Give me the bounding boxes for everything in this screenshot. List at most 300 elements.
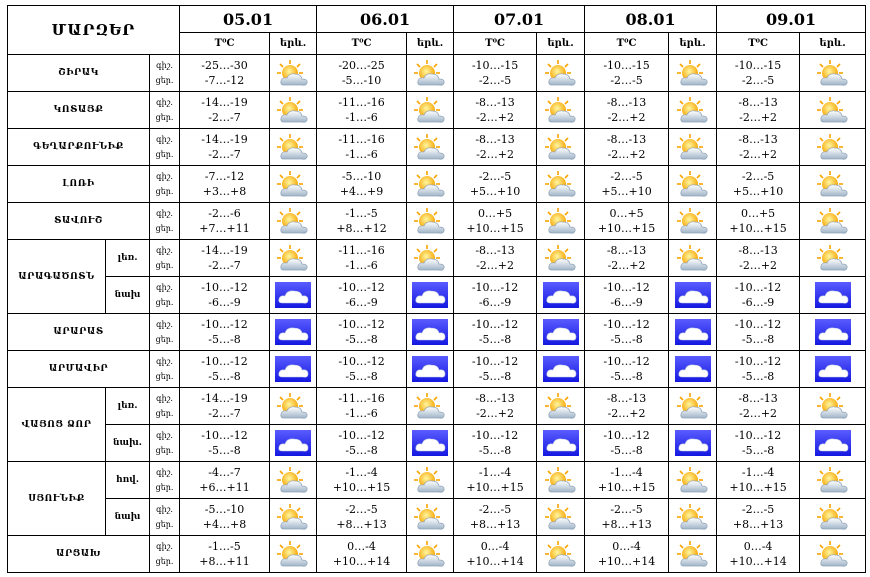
temperature-cell bbox=[585, 425, 669, 462]
partly-cloudy-icon bbox=[537, 392, 584, 420]
night-temp: -10…-12 bbox=[603, 429, 650, 442]
day-temp: +10…+14 bbox=[332, 555, 391, 568]
day-temp: +10…+15 bbox=[597, 222, 656, 235]
date-header: 08.01 bbox=[585, 6, 717, 33]
temperature-cell bbox=[585, 240, 669, 277]
partly-cloudy-icon bbox=[270, 170, 316, 198]
region-row bbox=[8, 314, 866, 351]
partly-cloudy-icon bbox=[407, 540, 453, 568]
night-temp: -8…-13 bbox=[606, 392, 647, 405]
day-temp: +10…+15 bbox=[597, 481, 656, 494]
night-temp: -8…-13 bbox=[606, 244, 647, 257]
sky-cell bbox=[270, 499, 317, 536]
partly-cloudy-icon bbox=[800, 133, 865, 161]
subregion-name: նախ bbox=[106, 499, 150, 536]
day-label: ցեր. bbox=[155, 150, 174, 159]
cloudy-icon bbox=[270, 430, 316, 456]
temperature-cell bbox=[180, 499, 270, 536]
temperature-cell bbox=[180, 166, 270, 203]
sky-cell bbox=[407, 203, 454, 240]
day-temp: -2…-7 bbox=[208, 407, 241, 420]
partly-cloudy-icon bbox=[537, 133, 584, 161]
day-temp: -2…-7 bbox=[208, 111, 241, 124]
night-temp: -2…-5 bbox=[345, 503, 378, 516]
day-temp: -2…+2 bbox=[739, 259, 778, 272]
partly-cloudy-icon bbox=[669, 466, 716, 494]
temperature-cell bbox=[180, 314, 270, 351]
temperature-cell bbox=[454, 425, 537, 462]
sky-cell bbox=[669, 92, 717, 129]
day-temp: -5…-8 bbox=[478, 333, 512, 346]
day-temp: -2…+2 bbox=[607, 111, 646, 124]
day-temp: +4…+9 bbox=[339, 185, 384, 198]
sky-cell bbox=[407, 314, 454, 351]
night-label: գիշ. bbox=[156, 246, 173, 255]
night-label: գիշ. bbox=[156, 468, 173, 477]
region-row bbox=[8, 92, 866, 129]
sky-cell bbox=[800, 166, 866, 203]
night-temp: -14…-19 bbox=[201, 96, 248, 109]
region-row bbox=[8, 203, 866, 240]
sky-cell bbox=[537, 425, 585, 462]
temperature-cell bbox=[585, 314, 669, 351]
cloudy-icon bbox=[270, 282, 316, 308]
temperature-cell bbox=[317, 425, 407, 462]
day-temp: +3…+8 bbox=[202, 185, 247, 198]
day-temp: +5…+10 bbox=[601, 185, 652, 198]
partly-cloudy-icon bbox=[669, 207, 716, 235]
temperature-cell bbox=[585, 536, 669, 573]
night-temp: -10…-12 bbox=[734, 429, 782, 442]
day-temp: +4…+8 bbox=[202, 518, 247, 531]
day-temp: +6…+11 bbox=[199, 481, 250, 494]
sky-cell bbox=[537, 536, 585, 573]
sky-cell bbox=[669, 425, 717, 462]
partly-cloudy-icon bbox=[270, 503, 316, 531]
day-label: ցեր. bbox=[155, 446, 174, 455]
region-name: ԱՐՑԱԽ bbox=[8, 536, 150, 573]
sky-cell bbox=[407, 425, 454, 462]
partly-cloudy-icon bbox=[669, 96, 716, 124]
night-temp: -14…-19 bbox=[201, 392, 248, 405]
region-name: ՎԱՅՈՑ ՁՈՐ bbox=[8, 388, 106, 462]
night-temp: -10…-12 bbox=[603, 355, 650, 368]
sky-cell bbox=[407, 55, 454, 92]
night-temp: -10…-12 bbox=[471, 355, 519, 368]
sky-cell bbox=[537, 55, 585, 92]
day-temp: -2…+2 bbox=[476, 407, 515, 420]
sky-cell bbox=[407, 240, 454, 277]
partly-cloudy-icon bbox=[537, 170, 584, 198]
sky-cell bbox=[270, 203, 317, 240]
night-temp: 0…+5 bbox=[740, 207, 776, 220]
partly-cloudy-icon bbox=[270, 59, 316, 87]
temperature-cell bbox=[180, 55, 270, 92]
partly-cloudy-icon bbox=[800, 96, 865, 124]
cloudy-icon bbox=[669, 282, 716, 308]
night-temp: 0…+5 bbox=[609, 207, 644, 220]
temperature-cell bbox=[454, 92, 537, 129]
night-temp: -2…-5 bbox=[741, 170, 775, 183]
sky-cell bbox=[800, 425, 866, 462]
temperature-cell bbox=[317, 166, 407, 203]
temperature-cell bbox=[317, 314, 407, 351]
cloudy-icon bbox=[800, 319, 865, 345]
night-temp: -2…-5 bbox=[610, 503, 643, 516]
sky-cell bbox=[669, 499, 717, 536]
temperature-cell bbox=[717, 55, 800, 92]
day-temp: -5…-8 bbox=[208, 370, 241, 383]
sky-cell bbox=[407, 499, 454, 536]
temperature-cell bbox=[180, 92, 270, 129]
day-temp: -6…-9 bbox=[741, 296, 775, 309]
partly-cloudy-icon bbox=[800, 392, 865, 420]
day-temp: +8…+13 bbox=[469, 518, 521, 531]
day-temp: -2…+2 bbox=[739, 407, 778, 420]
night-temp: -11…-16 bbox=[338, 133, 385, 146]
night-temp: 0…-4 bbox=[743, 540, 773, 553]
cloudy-icon bbox=[270, 356, 316, 382]
temperature-cell bbox=[317, 55, 407, 92]
partly-cloudy-icon bbox=[537, 207, 584, 235]
partly-cloudy-icon bbox=[407, 96, 453, 124]
day-temp: -5…-8 bbox=[208, 333, 241, 346]
temperature-cell bbox=[585, 388, 669, 425]
day-temp: -2…+2 bbox=[476, 111, 515, 124]
region-row bbox=[8, 462, 866, 499]
temperature-cell bbox=[717, 351, 800, 388]
temperature-cell bbox=[180, 240, 270, 277]
temperature-cell bbox=[717, 203, 800, 240]
partly-cloudy-icon bbox=[669, 170, 716, 198]
temperature-cell bbox=[717, 129, 800, 166]
night-temp: -10…-12 bbox=[734, 318, 782, 331]
time-labels bbox=[150, 314, 180, 351]
temperature-cell bbox=[717, 499, 800, 536]
temperature-cell bbox=[585, 55, 669, 92]
day-label: ցեր. bbox=[155, 261, 174, 270]
sky-cell bbox=[407, 536, 454, 573]
night-temp: -1…-4 bbox=[478, 466, 512, 479]
region-row bbox=[8, 129, 866, 166]
sky-cell bbox=[669, 240, 717, 277]
partly-cloudy-icon bbox=[537, 59, 584, 87]
sky-cell bbox=[270, 240, 317, 277]
region-row bbox=[8, 425, 866, 462]
cloudy-icon bbox=[669, 319, 716, 345]
subregion-name: նախ bbox=[106, 277, 150, 314]
cloudy-icon bbox=[800, 430, 865, 456]
region-name: ԱՐԱԳԱԾՈՏՆ bbox=[8, 240, 106, 314]
day-label: ցեր. bbox=[155, 335, 174, 344]
night-temp: -4…-7 bbox=[208, 466, 241, 479]
time-labels bbox=[150, 55, 180, 92]
region-name: ՇԻՐԱԿ bbox=[8, 55, 150, 92]
sky-cell bbox=[669, 277, 717, 314]
night-label: գիշ. bbox=[156, 98, 173, 107]
cloudy-icon bbox=[407, 430, 453, 456]
sky-cell bbox=[407, 92, 454, 129]
region-row bbox=[8, 55, 866, 92]
subregion-name: հով. bbox=[106, 462, 150, 499]
night-label: գիշ. bbox=[156, 431, 173, 440]
sky-cell bbox=[669, 55, 717, 92]
day-temp: +8…+11 bbox=[199, 555, 250, 568]
cloudy-icon bbox=[270, 319, 316, 345]
day-label: ցեր. bbox=[155, 113, 174, 122]
temperature-cell bbox=[454, 166, 537, 203]
day-temp: +8…+13 bbox=[336, 518, 387, 531]
night-temp: -10…-12 bbox=[338, 429, 385, 442]
sky-cell bbox=[537, 499, 585, 536]
partly-cloudy-icon bbox=[800, 207, 865, 235]
sky-cell bbox=[537, 129, 585, 166]
temperature-cell bbox=[180, 203, 270, 240]
day-temp: -2…+2 bbox=[476, 259, 515, 272]
day-label: ցեր. bbox=[155, 224, 174, 233]
night-temp: -2…-5 bbox=[610, 170, 643, 183]
sky-cell bbox=[407, 277, 454, 314]
day-temp: -5…-8 bbox=[478, 444, 512, 457]
partly-cloudy-icon bbox=[800, 466, 865, 494]
day-temp: +5…+10 bbox=[732, 185, 784, 198]
night-temp: -2…-5 bbox=[478, 503, 512, 516]
partly-cloudy-icon bbox=[669, 244, 716, 272]
partly-cloudy-icon bbox=[537, 466, 584, 494]
day-temp: -6…-9 bbox=[478, 296, 512, 309]
temperature-cell bbox=[717, 166, 800, 203]
sky-cell bbox=[270, 277, 317, 314]
day-temp: -5…-8 bbox=[741, 333, 775, 346]
day-temp: -5…-8 bbox=[208, 444, 241, 457]
night-temp: -10…-12 bbox=[338, 355, 385, 368]
partly-cloudy-icon bbox=[270, 244, 316, 272]
cloudy-icon bbox=[800, 356, 865, 382]
night-label: գիշ. bbox=[156, 135, 173, 144]
night-temp: 0…+5 bbox=[477, 207, 513, 220]
sky-cell bbox=[669, 388, 717, 425]
temperature-cell bbox=[317, 351, 407, 388]
region-name: ՏԱՎՈՒՇ bbox=[8, 203, 150, 240]
sky-cell bbox=[270, 462, 317, 499]
time-labels bbox=[150, 499, 180, 536]
partly-cloudy-icon bbox=[270, 540, 316, 568]
subregion-name: նախ. bbox=[106, 425, 150, 462]
partly-cloudy-icon bbox=[537, 503, 584, 531]
region-name: ՍՅՈՒՆԻՔ bbox=[8, 462, 106, 536]
temperature-cell bbox=[454, 536, 537, 573]
temperature-cell bbox=[717, 536, 800, 573]
sky-header: երև. bbox=[537, 33, 585, 55]
partly-cloudy-icon bbox=[407, 392, 453, 420]
night-temp: -2…-6 bbox=[208, 207, 241, 220]
day-label: ցեր. bbox=[155, 520, 174, 529]
sky-cell bbox=[669, 129, 717, 166]
sky-header: երև. bbox=[270, 33, 317, 55]
night-temp: -10…-15 bbox=[734, 59, 782, 72]
partly-cloudy-icon bbox=[407, 59, 453, 87]
temperature-cell bbox=[317, 92, 407, 129]
day-temp: +10…+14 bbox=[729, 555, 787, 568]
day-temp: -5…-8 bbox=[345, 333, 378, 346]
partly-cloudy-icon bbox=[407, 466, 453, 494]
night-temp: -11…-16 bbox=[338, 244, 385, 257]
night-temp: -8…-13 bbox=[475, 133, 515, 146]
night-temp: -8…-13 bbox=[606, 96, 647, 109]
partly-cloudy-icon bbox=[537, 96, 584, 124]
day-label: ցեր. bbox=[155, 483, 174, 492]
night-temp: -25…-30 bbox=[201, 59, 248, 72]
temperature-cell bbox=[454, 203, 537, 240]
day-temp: -2…+2 bbox=[476, 148, 515, 161]
day-temp: +10…+15 bbox=[332, 481, 391, 494]
temperature-cell bbox=[717, 425, 800, 462]
night-temp: -2…-5 bbox=[478, 170, 512, 183]
night-temp: -10…-12 bbox=[603, 318, 650, 331]
region-name: ԱՐԱՐԱՏ bbox=[8, 314, 150, 351]
night-temp: -8…-13 bbox=[738, 133, 778, 146]
temperature-cell bbox=[317, 277, 407, 314]
night-temp: -8…-13 bbox=[606, 133, 647, 146]
partly-cloudy-icon bbox=[800, 244, 865, 272]
temperature-header: T⁰C bbox=[454, 33, 537, 55]
night-temp: 0…-4 bbox=[347, 540, 376, 553]
temperature-cell bbox=[717, 388, 800, 425]
cloudy-icon bbox=[407, 319, 453, 345]
night-temp: -10…-12 bbox=[471, 429, 519, 442]
night-temp: -1…-4 bbox=[741, 466, 775, 479]
cloudy-icon bbox=[669, 356, 716, 382]
day-temp: -5…-8 bbox=[610, 444, 643, 457]
day-temp: -2…-5 bbox=[478, 74, 512, 87]
sky-cell bbox=[537, 277, 585, 314]
day-temp: -2…-7 bbox=[208, 259, 241, 272]
day-temp: -1…-6 bbox=[345, 407, 378, 420]
temperature-cell bbox=[454, 240, 537, 277]
partly-cloudy-icon bbox=[800, 170, 865, 198]
day-temp: -2…-5 bbox=[741, 74, 775, 87]
sky-cell bbox=[669, 166, 717, 203]
sky-cell bbox=[270, 55, 317, 92]
sky-cell bbox=[270, 536, 317, 573]
temperature-cell bbox=[585, 203, 669, 240]
night-label: գիշ. bbox=[156, 283, 173, 292]
temperature-header: T⁰C bbox=[717, 33, 800, 55]
day-temp: -2…+2 bbox=[607, 407, 646, 420]
temperature-cell bbox=[717, 314, 800, 351]
night-temp: -8…-13 bbox=[738, 392, 778, 405]
partly-cloudy-icon bbox=[669, 133, 716, 161]
sky-cell bbox=[800, 55, 866, 92]
region-name: ԱՐՄԱՎԻՐ bbox=[8, 351, 150, 388]
sky-cell bbox=[537, 203, 585, 240]
partly-cloudy-icon bbox=[407, 207, 453, 235]
night-label: գիշ. bbox=[156, 394, 173, 403]
day-temp: -5…-8 bbox=[345, 444, 378, 457]
night-label: գիշ. bbox=[156, 357, 173, 366]
cloudy-icon bbox=[537, 430, 584, 456]
night-temp: -10…-12 bbox=[201, 281, 248, 294]
temperature-cell bbox=[454, 499, 537, 536]
day-temp: -2…-7 bbox=[208, 148, 241, 161]
day-temp: -1…-6 bbox=[345, 259, 378, 272]
time-labels bbox=[150, 425, 180, 462]
temperature-cell bbox=[454, 314, 537, 351]
sky-cell bbox=[270, 425, 317, 462]
sky-cell bbox=[270, 166, 317, 203]
day-temp: -5…-8 bbox=[741, 370, 775, 383]
night-label: գիշ. bbox=[156, 172, 173, 181]
temperature-cell bbox=[180, 462, 270, 499]
partly-cloudy-icon bbox=[800, 540, 865, 568]
day-temp: -5…-8 bbox=[478, 370, 512, 383]
temperature-cell bbox=[585, 129, 669, 166]
sky-cell bbox=[669, 462, 717, 499]
region-row bbox=[8, 388, 866, 425]
partly-cloudy-icon bbox=[270, 392, 316, 420]
partly-cloudy-icon bbox=[270, 133, 316, 161]
subregion-name: լեռ. bbox=[106, 240, 150, 277]
partly-cloudy-icon bbox=[407, 133, 453, 161]
temperature-cell bbox=[717, 92, 800, 129]
temperature-cell bbox=[317, 240, 407, 277]
sky-header: երև. bbox=[669, 33, 717, 55]
cloudy-icon bbox=[669, 430, 716, 456]
sky-cell bbox=[537, 240, 585, 277]
temperature-cell bbox=[454, 129, 537, 166]
temperature-cell bbox=[454, 462, 537, 499]
time-labels bbox=[150, 462, 180, 499]
night-label: գիշ. bbox=[156, 542, 173, 551]
sky-header: երև. bbox=[800, 33, 866, 55]
partly-cloudy-icon bbox=[407, 170, 453, 198]
sky-cell bbox=[270, 314, 317, 351]
region-row bbox=[8, 166, 866, 203]
night-temp: -10…-12 bbox=[338, 318, 385, 331]
temperature-cell bbox=[717, 240, 800, 277]
region-name: ԳԵՂԱՐՔՈՒՆԻՔ bbox=[8, 129, 150, 166]
night-temp: -10…-12 bbox=[201, 429, 248, 442]
temperature-cell bbox=[180, 129, 270, 166]
sky-cell bbox=[270, 351, 317, 388]
day-temp: +8…+12 bbox=[336, 222, 387, 235]
sky-cell bbox=[800, 314, 866, 351]
partly-cloudy-icon bbox=[407, 503, 453, 531]
night-temp: -20…-25 bbox=[338, 59, 385, 72]
night-temp: -10…-15 bbox=[471, 59, 519, 72]
night-temp: -10…-12 bbox=[734, 281, 782, 294]
temperature-cell bbox=[180, 425, 270, 462]
date-header: 05.01 bbox=[180, 6, 317, 33]
temperature-header: T⁰C bbox=[317, 33, 407, 55]
region-name: ԿՈՏԱՅՔ bbox=[8, 92, 150, 129]
partly-cloudy-icon bbox=[669, 392, 716, 420]
time-labels bbox=[150, 277, 180, 314]
partly-cloudy-icon bbox=[537, 540, 584, 568]
temperature-cell bbox=[717, 277, 800, 314]
sky-cell bbox=[407, 351, 454, 388]
day-temp: -2…+2 bbox=[607, 259, 646, 272]
sky-cell bbox=[537, 462, 585, 499]
temperature-cell bbox=[317, 203, 407, 240]
cloudy-icon bbox=[537, 356, 584, 382]
cloudy-icon bbox=[537, 282, 584, 308]
date-header: 06.01 bbox=[317, 6, 454, 33]
sky-cell bbox=[537, 166, 585, 203]
partly-cloudy-icon bbox=[800, 503, 865, 531]
temperature-cell bbox=[317, 388, 407, 425]
day-temp: +7…+11 bbox=[199, 222, 250, 235]
